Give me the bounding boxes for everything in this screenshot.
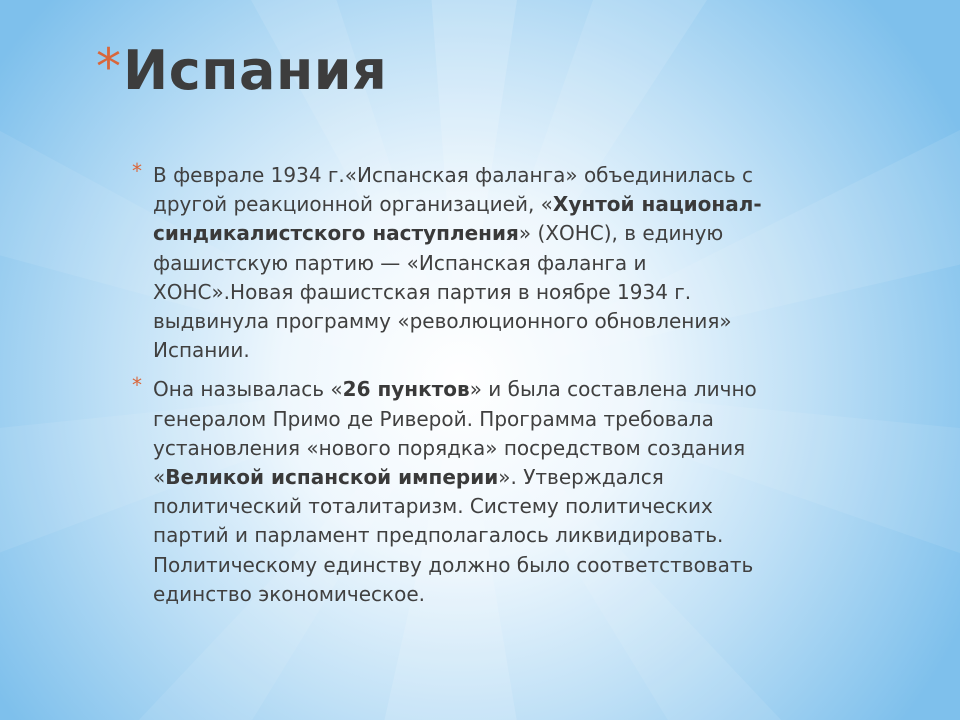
title-asterisk-icon: * <box>96 38 121 96</box>
bullet-text-bold-segment: Хунтой национал-синдикалистского наступления <box>153 192 762 246</box>
bullet-asterisk-icon: * <box>132 373 142 398</box>
bullet-text <box>153 377 757 605</box>
bullet-text-segment: » и была составлена лично генералом Примо де Риверой. Программа требовала установления «нового порядка» посредством создания « <box>153 377 757 490</box>
bullet-text <box>153 163 762 362</box>
bullet-asterisk-icon: * <box>132 159 142 183</box>
bullet-text-bold-segment: Великой испанской империи <box>165 465 499 490</box>
bullet-item <box>132 375 772 609</box>
slide-title: Испания <box>123 39 388 102</box>
bullet-text-segment: В феврале 1934 г.«Испанская фаланга» объединилась с другой реакционной организацией, « <box>153 163 754 217</box>
bullet-text-bold-segment: 26 пунктов <box>342 377 470 402</box>
slide-title-block <box>96 38 388 102</box>
bullet-text-segment: ». Утверждался политический тоталитаризм. Систему политических партий и парламент предполагалось ликвидировать. Политическому единству должно было соответствовать единство экономическое. <box>153 465 754 606</box>
bullet-item <box>132 161 772 365</box>
bullet-list <box>132 161 772 619</box>
bullet-text-segment: Она называлась « <box>153 377 343 402</box>
bullet-text-segment: » (ХОНС), в единую фашистскую партию — «Испанская фаланга и ХОНС».Новая фашистская партия в ноябре 1934 г. выдвинула программу «революционного обновления» Испании. <box>153 221 732 363</box>
